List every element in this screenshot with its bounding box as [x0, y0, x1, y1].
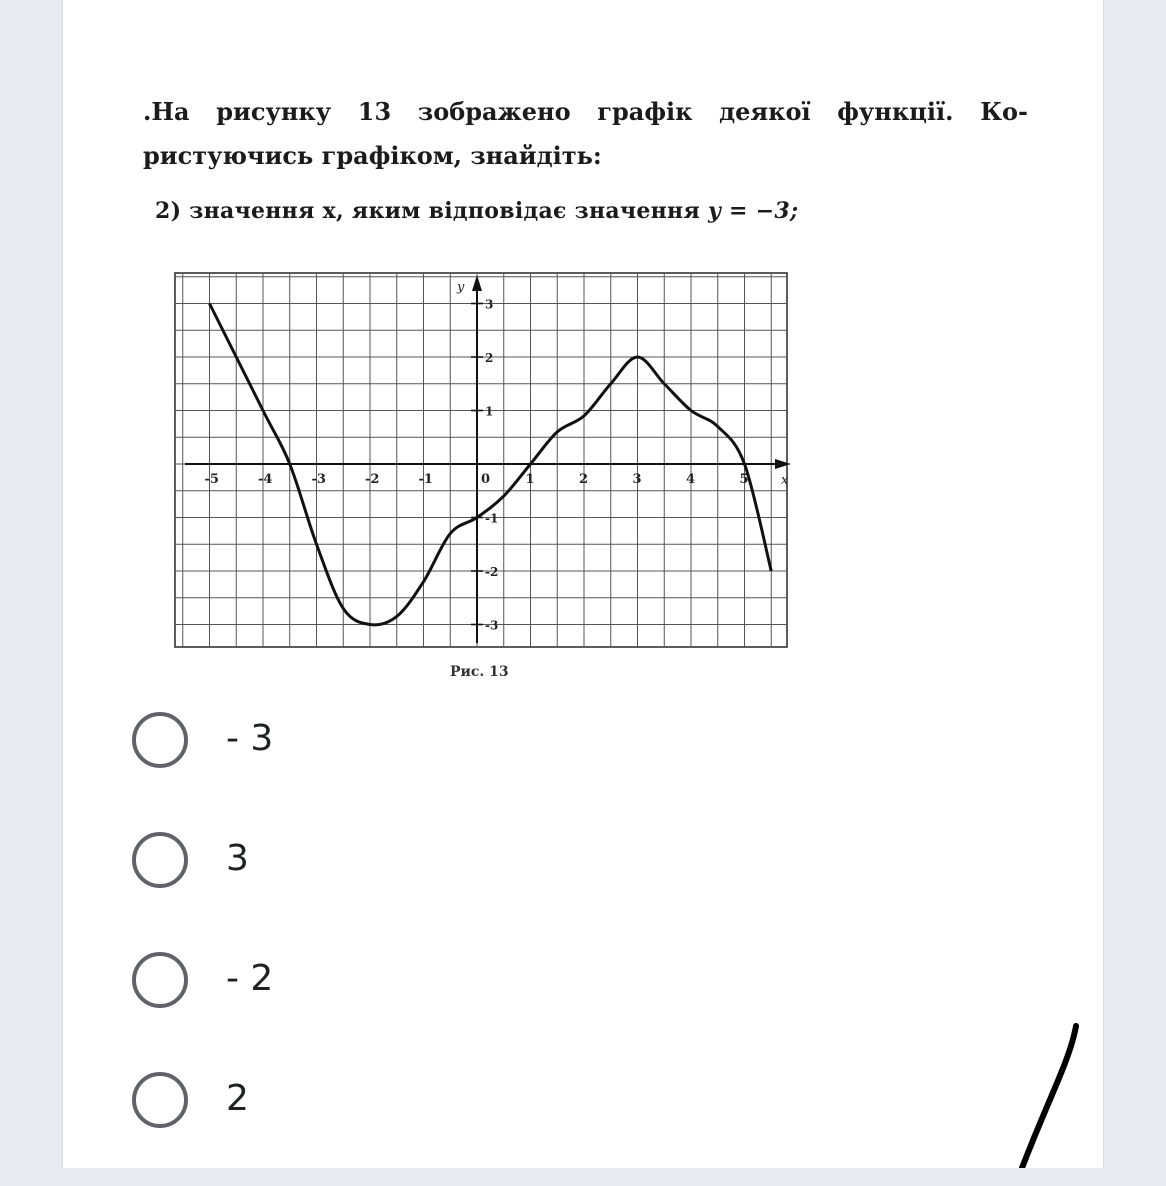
x-tick-label: 4	[686, 472, 696, 487]
x-axis-label: x	[781, 473, 789, 488]
question-main: 2) значення x, яким відповідає значення	[155, 198, 708, 224]
y-axis-label: y	[457, 280, 465, 295]
y-tick-label: -1	[485, 511, 499, 526]
y-tick-label: 3	[485, 297, 494, 312]
radio-button-icon[interactable]	[132, 952, 188, 1008]
x-tick-label: 3	[632, 472, 642, 487]
y-axis-arrow-icon	[472, 275, 482, 291]
x-tick-label: 1	[525, 472, 535, 487]
problem-text-line2: ристуючись графіком, знайдіть:	[143, 141, 602, 170]
option-label: 2	[226, 1078, 249, 1119]
y-tick-label: 2	[485, 351, 494, 365]
radio-button-icon[interactable]	[132, 832, 188, 888]
x-tick-label: -2	[365, 472, 380, 487]
option-3[interactable]	[132, 946, 732, 1066]
x-tick-label: -5	[204, 472, 219, 487]
graph-frame	[175, 273, 787, 647]
x-tick-label: 0	[481, 472, 491, 487]
figure-caption: Рис. 13	[450, 664, 509, 680]
option-2[interactable]	[132, 826, 732, 946]
x-axis-arrow-icon	[775, 459, 791, 469]
y-tick-label: -2	[485, 565, 499, 579]
radio-button-icon[interactable]	[132, 1072, 188, 1128]
x-tick-label: -4	[258, 472, 273, 487]
function-graph	[135, 80, 1045, 680]
x-tick-label: -3	[311, 472, 326, 487]
problem-prefix: .	[143, 97, 152, 126]
option-label: 3	[226, 838, 249, 879]
option-label: - 2	[226, 958, 274, 999]
y-tick-label: 1	[485, 404, 494, 419]
x-tick-label: -1	[418, 472, 433, 487]
x-tick-label: 5	[739, 472, 749, 487]
problem-image	[135, 80, 1045, 680]
question-y-value: y = −3;	[707, 198, 799, 224]
answer-options	[132, 706, 732, 1186]
problem-text-line1: На рисунку 13 зображено графік деякої функції. Ко-	[151, 97, 1028, 126]
x-tick-label: 2	[579, 472, 589, 487]
option-1[interactable]	[132, 706, 732, 826]
option-label: - 3	[226, 718, 274, 759]
y-tick-label: -3	[485, 618, 499, 633]
radio-button-icon[interactable]	[132, 712, 188, 768]
option-4[interactable]	[132, 1066, 732, 1186]
